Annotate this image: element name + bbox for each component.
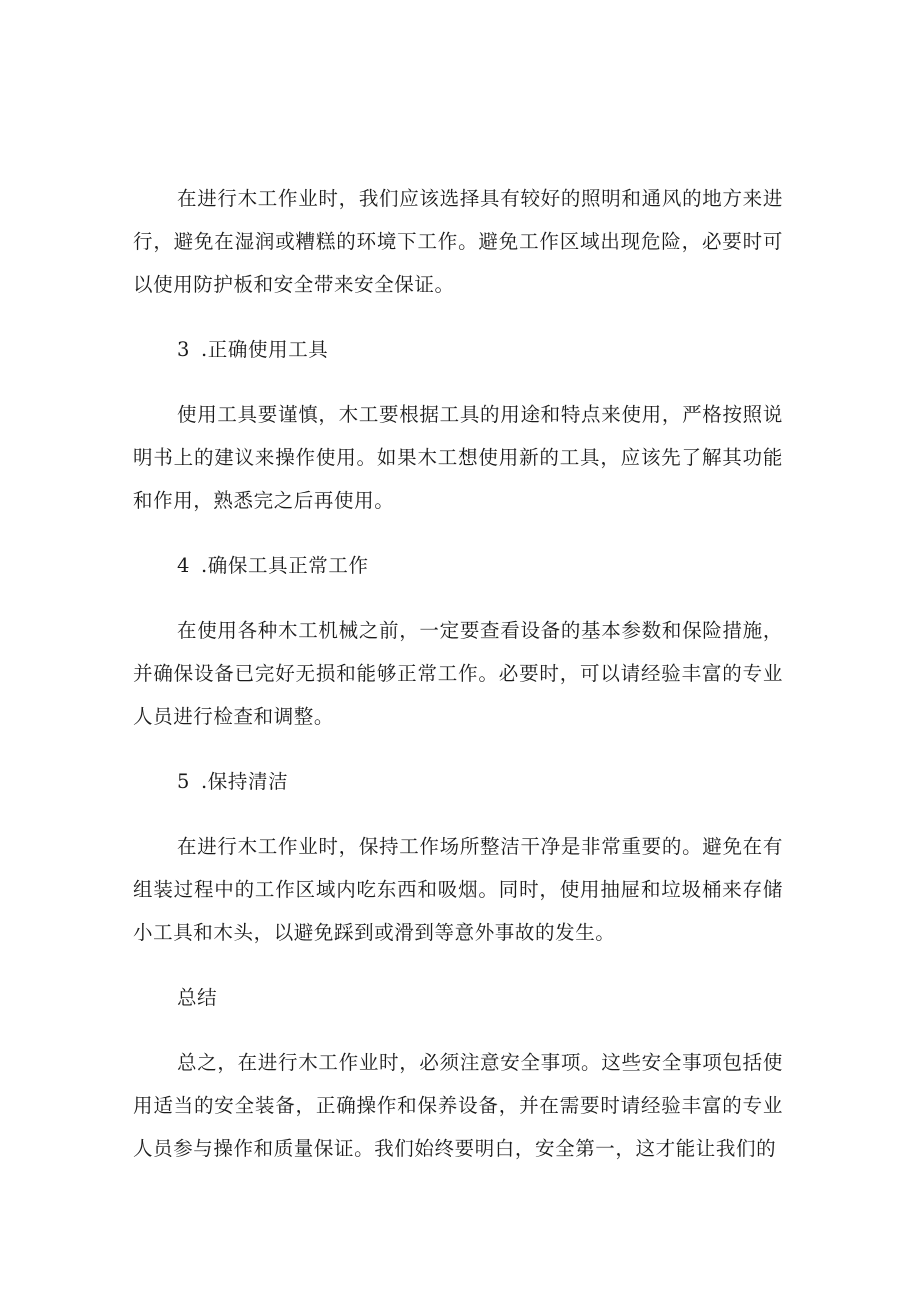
intro-paragraph: 在进行木工作业时，我们应该选择具有较好的照明和通风的地方来进行，避免在湿润或糟糕的环境下工作。避免工作区域出现危险，必要时可以使用防护板和安全带来安全保证。 [133,187,783,296]
section-3-number: 3 [177,338,191,361]
section-5-heading [133,760,783,803]
summary-heading: 总结 [177,986,218,1009]
section-4-paragraph: 在使用各种木工机械之前，一定要查看设备的基本参数和保险措施，并确保设备已完好无损和能够正常工作。必要时，可以请经验丰富的专业人员进行检查和调整。 [133,619,783,728]
section-4-title: .确保工具正常工作 [201,554,369,577]
section-5-number: 5 [177,770,191,793]
section-5-paragraph: 在进行木工作业时，保持工作场所整洁干净是非常重要的。避免在有组装过程中的工作区域内吃东西和吸烟。同时，使用抽屉和垃圾桶来存储小工具和木头，以避免踩到或滑到等意外事故的发生。 [133,835,783,944]
section-3-heading [133,328,783,371]
section-3-title: .正确使用工具 [201,338,329,361]
section-4-number: 4 [177,554,191,577]
summary-paragraph: 总之，在进行木工作业时，必须注意安全事项。这些安全事项包括使用适当的安全装备，正确操作和保养设备，并在需要时请经验丰富的专业人员参与操作和质量保证。我们始终要明白，安全第一，这才能让我们的 [133,1051,783,1160]
document-body [133,177,783,1192]
section-3-paragraph: 使用工具要谨慎，木工要根据工具的用途和特点来使用，严格按照说明书上的建议来操作使用。如果木工想使用新的工具，应该先了解其功能和作用，熟悉完之后再使用。 [133,403,783,512]
section-4-heading [133,544,783,587]
section-5-title: .保持清洁 [201,770,289,793]
